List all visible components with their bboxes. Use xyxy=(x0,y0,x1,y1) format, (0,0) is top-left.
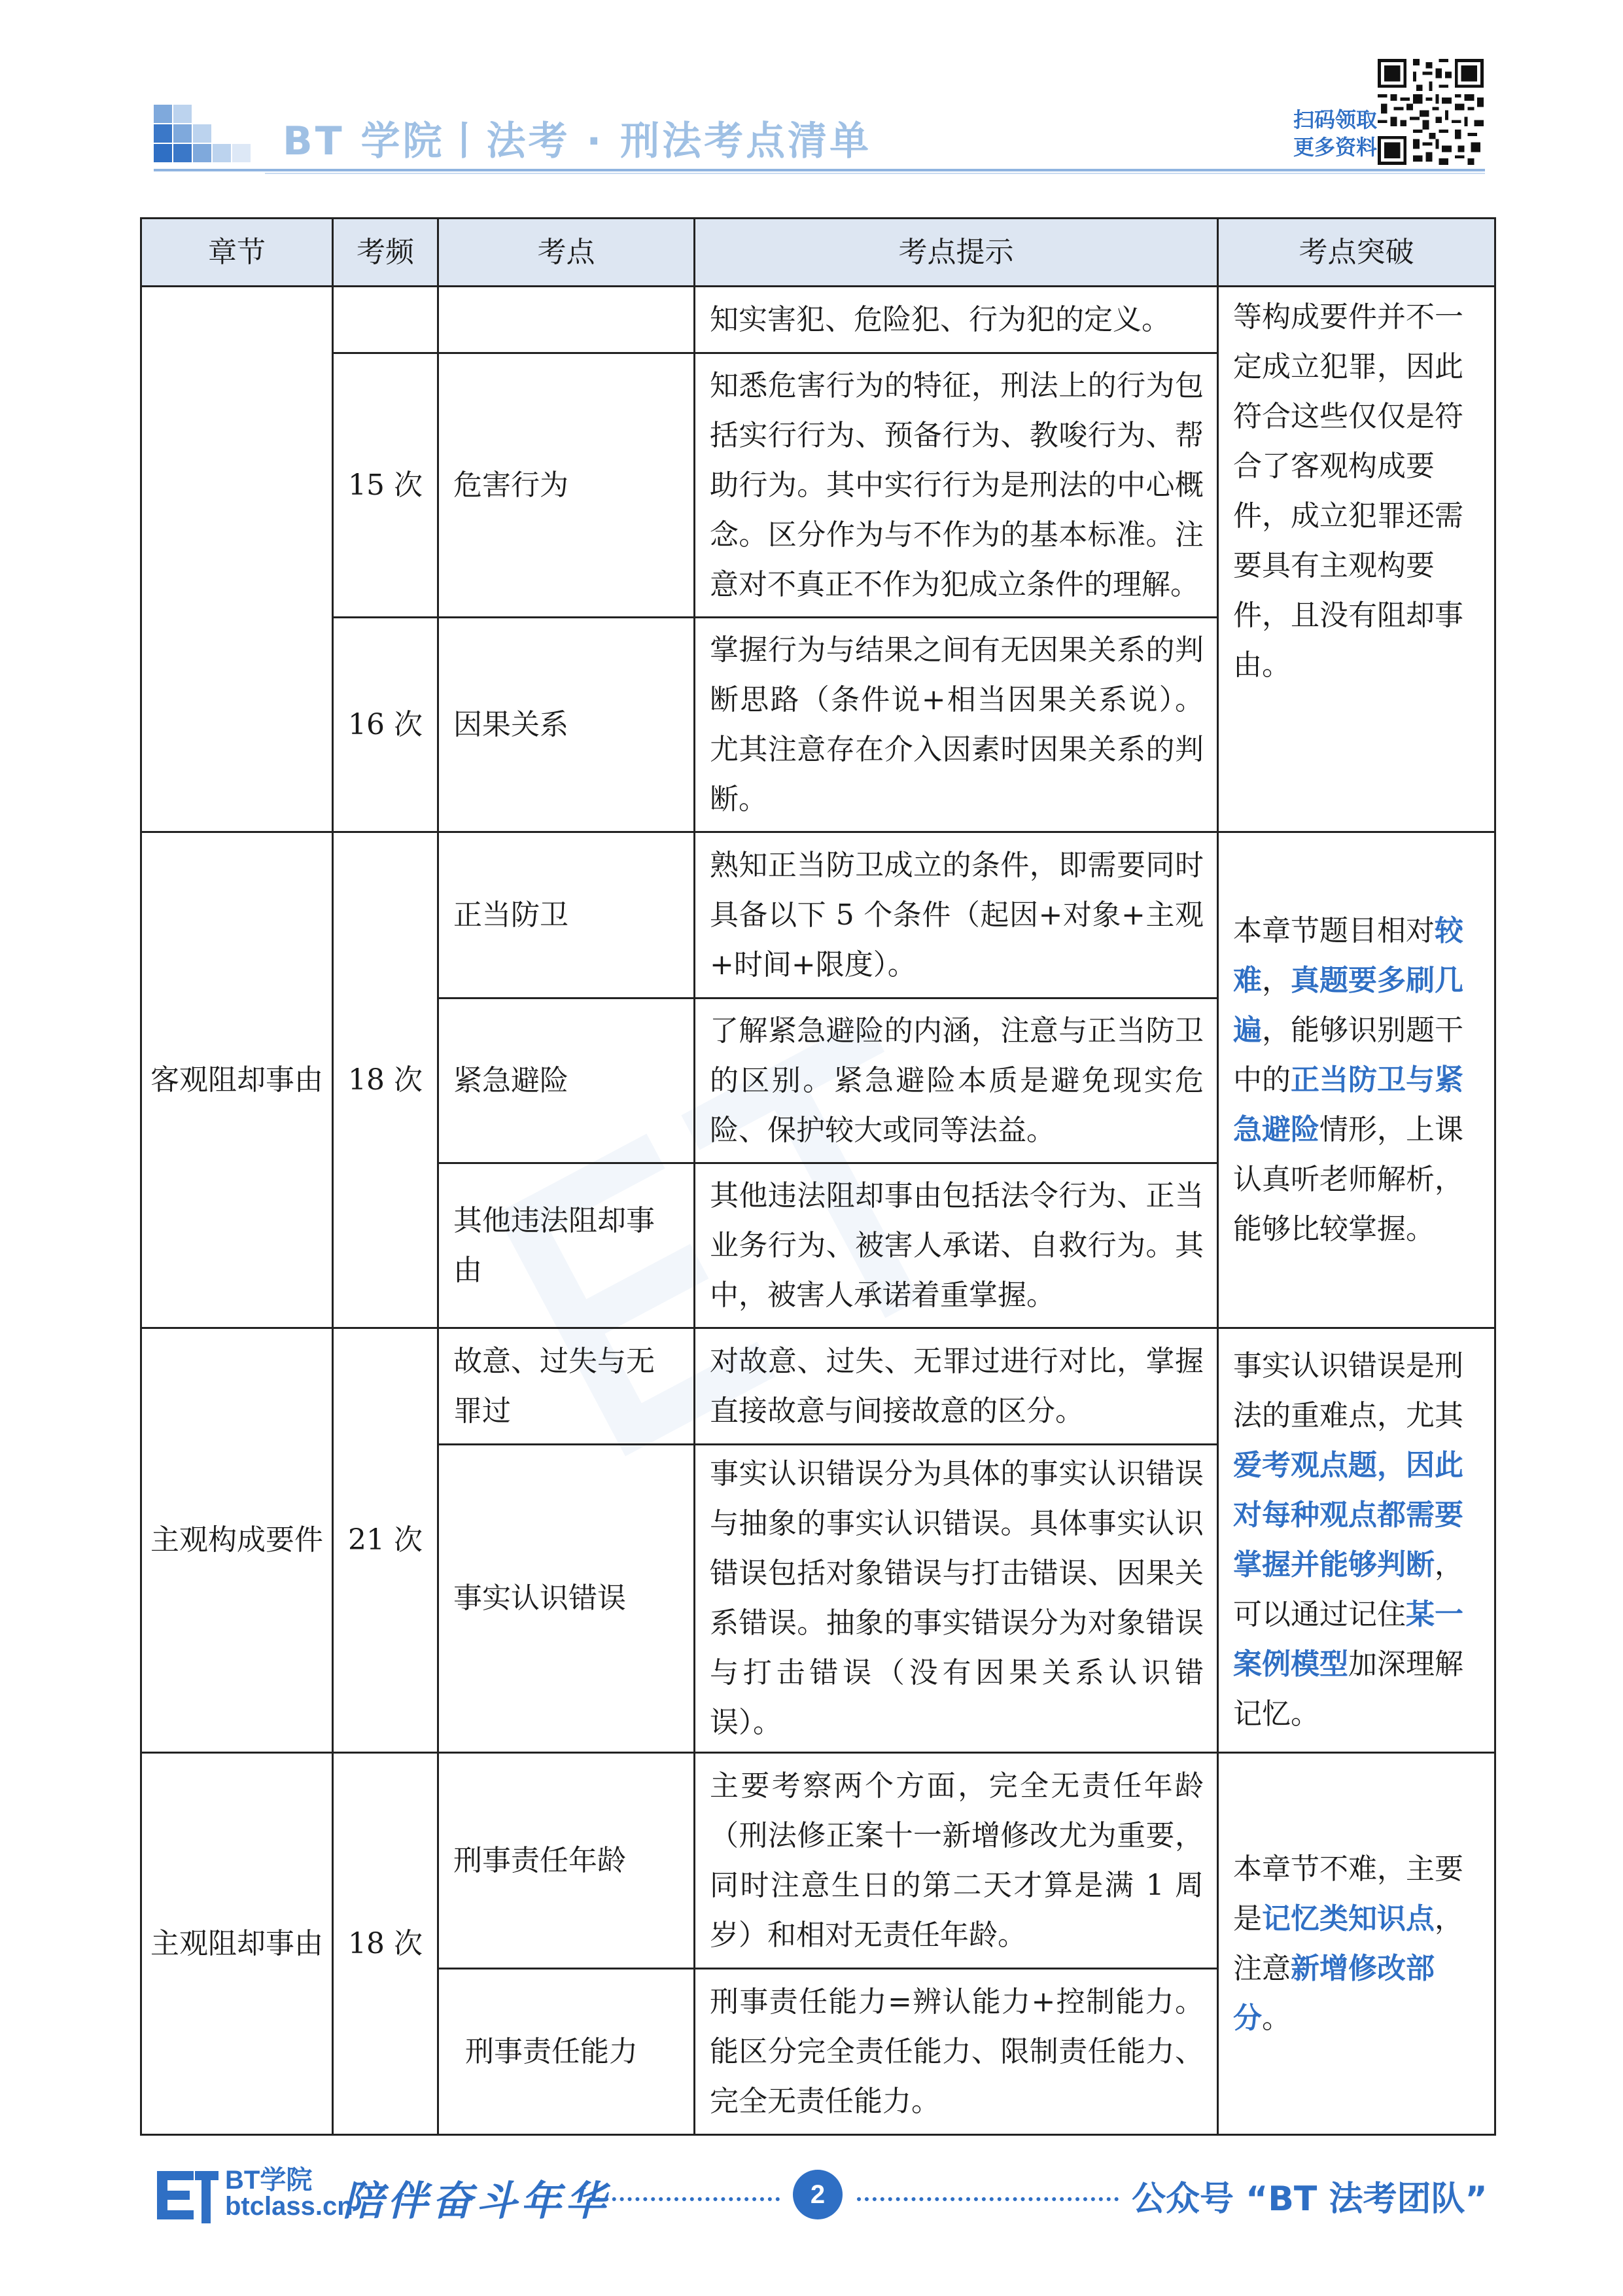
breakthrough-highlight: 记忆类知识点 xyxy=(1262,1901,1435,1935)
column-header-point: 考点 xyxy=(438,219,695,287)
breakthrough-text: 情形，上课认真听老师解析，能够比较掌握。 xyxy=(1233,1112,1463,1246)
breakthrough-cell xyxy=(1218,832,1495,1328)
point-cell: 事实认识错误 xyxy=(438,1445,695,1753)
brand-blocks-logo xyxy=(154,105,265,170)
breakthrough-text: 本章节题目相对 xyxy=(1233,913,1435,947)
breakthrough-highlight: 正当防卫与紧急避险 xyxy=(1233,1063,1463,1146)
freq-cell: 16 次 xyxy=(333,618,438,832)
scan-prompt xyxy=(1272,106,1377,161)
point-cell: 刑事责任年龄 xyxy=(438,1753,695,1969)
breakthrough-highlight: 真题要多刷几遍 xyxy=(1233,963,1463,1047)
breakthrough-text: 本章节不难，主要是 xyxy=(1233,1852,1463,1935)
footer-brand-url[interactable]: btclass.cn xyxy=(225,2192,353,2221)
breakthrough-text: ， xyxy=(1262,963,1291,997)
column-header-frequency: 考频 xyxy=(333,219,438,287)
freq-cell: 15 次 xyxy=(333,353,438,618)
freq-cell-empty xyxy=(333,287,438,353)
hint-cell: 了解紧急避险的内涵，注意与正当防卫的区别。紧急避险本质是避免现实危险、保护较大或同等法益。 xyxy=(695,998,1218,1163)
breakthrough-cell xyxy=(1218,1328,1495,1753)
point-cell-empty xyxy=(438,287,695,353)
page-header xyxy=(0,0,1623,196)
hint-cell: 对故意、过失、无罪过进行对比，掌握直接故意与间接故意的区分。 xyxy=(695,1328,1218,1445)
point-cell: 其他违法阻却事由 xyxy=(438,1163,695,1328)
scan-line-1: 扫码领取 xyxy=(1293,107,1377,132)
breakthrough-highlight: 爱考观点题，因此对每种观点都需要掌握并能够判断 xyxy=(1233,1449,1463,1581)
table-row xyxy=(141,832,1495,998)
breakthrough-cell xyxy=(1218,1753,1495,2135)
breakthrough-text: ，可以通过记住 xyxy=(1233,1548,1463,1631)
breakthrough-text: 。 xyxy=(1262,2001,1291,2035)
footer-brand-name: BT学院 xyxy=(225,2166,313,2195)
chapter-cell-empty xyxy=(141,287,333,832)
breakthrough-cell: 等构成要件并不一定成立犯罪，因此符合这些仅仅是符合了客观构成要件，成立犯罪还需要具有主观构要件，且没有阻却事由。 xyxy=(1218,287,1495,832)
table-row xyxy=(141,287,1495,353)
freq-cell: 18 次 xyxy=(333,832,438,1328)
point-cell: 故意、过失与无罪过 xyxy=(438,1328,695,1445)
table-row xyxy=(141,1328,1495,1445)
footer-public-account: 公众号 “BT 法考团队” xyxy=(1132,2180,1488,2219)
hint-cell: 其他违法阻却事由包括法令行为、正当业务行为、被害人承诺、自救行为。其中，被害人承诺着重掌握。 xyxy=(695,1163,1218,1328)
scan-line-2: 更多资料 xyxy=(1293,135,1377,160)
breakthrough-highlight: 某一案例模型 xyxy=(1233,1598,1463,1681)
exam-points-table xyxy=(140,217,1496,2136)
header-divider xyxy=(154,169,1485,175)
table-row xyxy=(141,1753,1495,1969)
chapter-cell: 主观构成要件 xyxy=(141,1328,333,1753)
hint-cell: 知实害犯、危险犯、行为犯的定义。 xyxy=(695,287,1218,353)
point-cell: 因果关系 xyxy=(438,618,695,832)
hint-cell: 熟知正当防卫成立的条件，即需要同时具备以下 5 个条件（起因+对象+主观+时间+限度）。 xyxy=(695,832,1218,998)
page-footer xyxy=(0,2146,1623,2238)
breakthrough-highlight: 新增修改部分 xyxy=(1233,1951,1435,2035)
footer-dotted-line-right xyxy=(857,2197,1119,2201)
footer-slogan: 陪伴奋斗年华 xyxy=(343,2177,610,2225)
column-header-hint: 考点提示 xyxy=(695,219,1218,287)
hint-cell: 刑事责任能力=辨认能力+控制能力。能区分完全责任能力、限制责任能力、完全无责任能力。 xyxy=(695,1969,1218,2135)
header-title: BT 学院丨法考 · 刑法考点清单 xyxy=(283,118,872,164)
freq-cell: 21 次 xyxy=(333,1328,438,1753)
point-cell: 刑事责任能力 xyxy=(438,1969,695,2135)
bt-logo-icon xyxy=(154,2167,220,2223)
table-header-row xyxy=(141,219,1495,287)
hint-cell: 掌握行为与结果之间有无因果关系的判断思路（条件说+相当因果关系说）。尤其注意存在介入因素时因果关系的判断。 xyxy=(695,618,1218,832)
breakthrough-text: ，注意 xyxy=(1233,1901,1463,1985)
hint-cell: 事实认识错误分为具体的事实认识错误与抽象的事实认识错误。具体事实认识错误包括对象错误与打击错误、因果关系错误。抽象的事实错误分为对象错误与打击错误（没有因果关系认识错误）。 xyxy=(695,1445,1218,1753)
chapter-cell: 客观阻却事由 xyxy=(141,832,333,1328)
breakthrough-text: 加深理解记忆。 xyxy=(1233,1648,1463,1731)
breakthrough-text: 事实认识错误是刑法的重难点，尤其 xyxy=(1233,1349,1463,1432)
point-cell: 危害行为 xyxy=(438,353,695,618)
column-header-breakthrough: 考点突破 xyxy=(1218,219,1495,287)
column-header-chapter: 章节 xyxy=(141,219,333,287)
point-cell: 正当防卫 xyxy=(438,832,695,998)
point-cell: 紧急避险 xyxy=(438,998,695,1163)
chapter-cell: 主观阻却事由 xyxy=(141,1753,333,2135)
page-number-badge: 2 xyxy=(793,2170,843,2219)
hint-cell: 知悉危害行为的特征，刑法上的行为包括实行行为、预备行为、教唆行为、帮助行为。其中实行行为是刑法的中心概念。区分作为与不作为的基本标准。注意对不真正不作为犯成立条件的理解。 xyxy=(695,353,1218,618)
hint-cell: 主要考察两个方面，完全无责任年龄（刑法修正案十一新增修改尤为重要，同时注意生日的第二天才算是满 1 周岁）和相对无责任年龄。 xyxy=(695,1753,1218,1969)
footer-dotted-line-left xyxy=(589,2197,780,2201)
breakthrough-text: ，能够识别题干中的 xyxy=(1233,1013,1463,1097)
breakthrough-highlight: 较难 xyxy=(1233,913,1463,997)
freq-cell: 18 次 xyxy=(333,1753,438,2135)
qr-code-icon[interactable] xyxy=(1378,59,1484,165)
